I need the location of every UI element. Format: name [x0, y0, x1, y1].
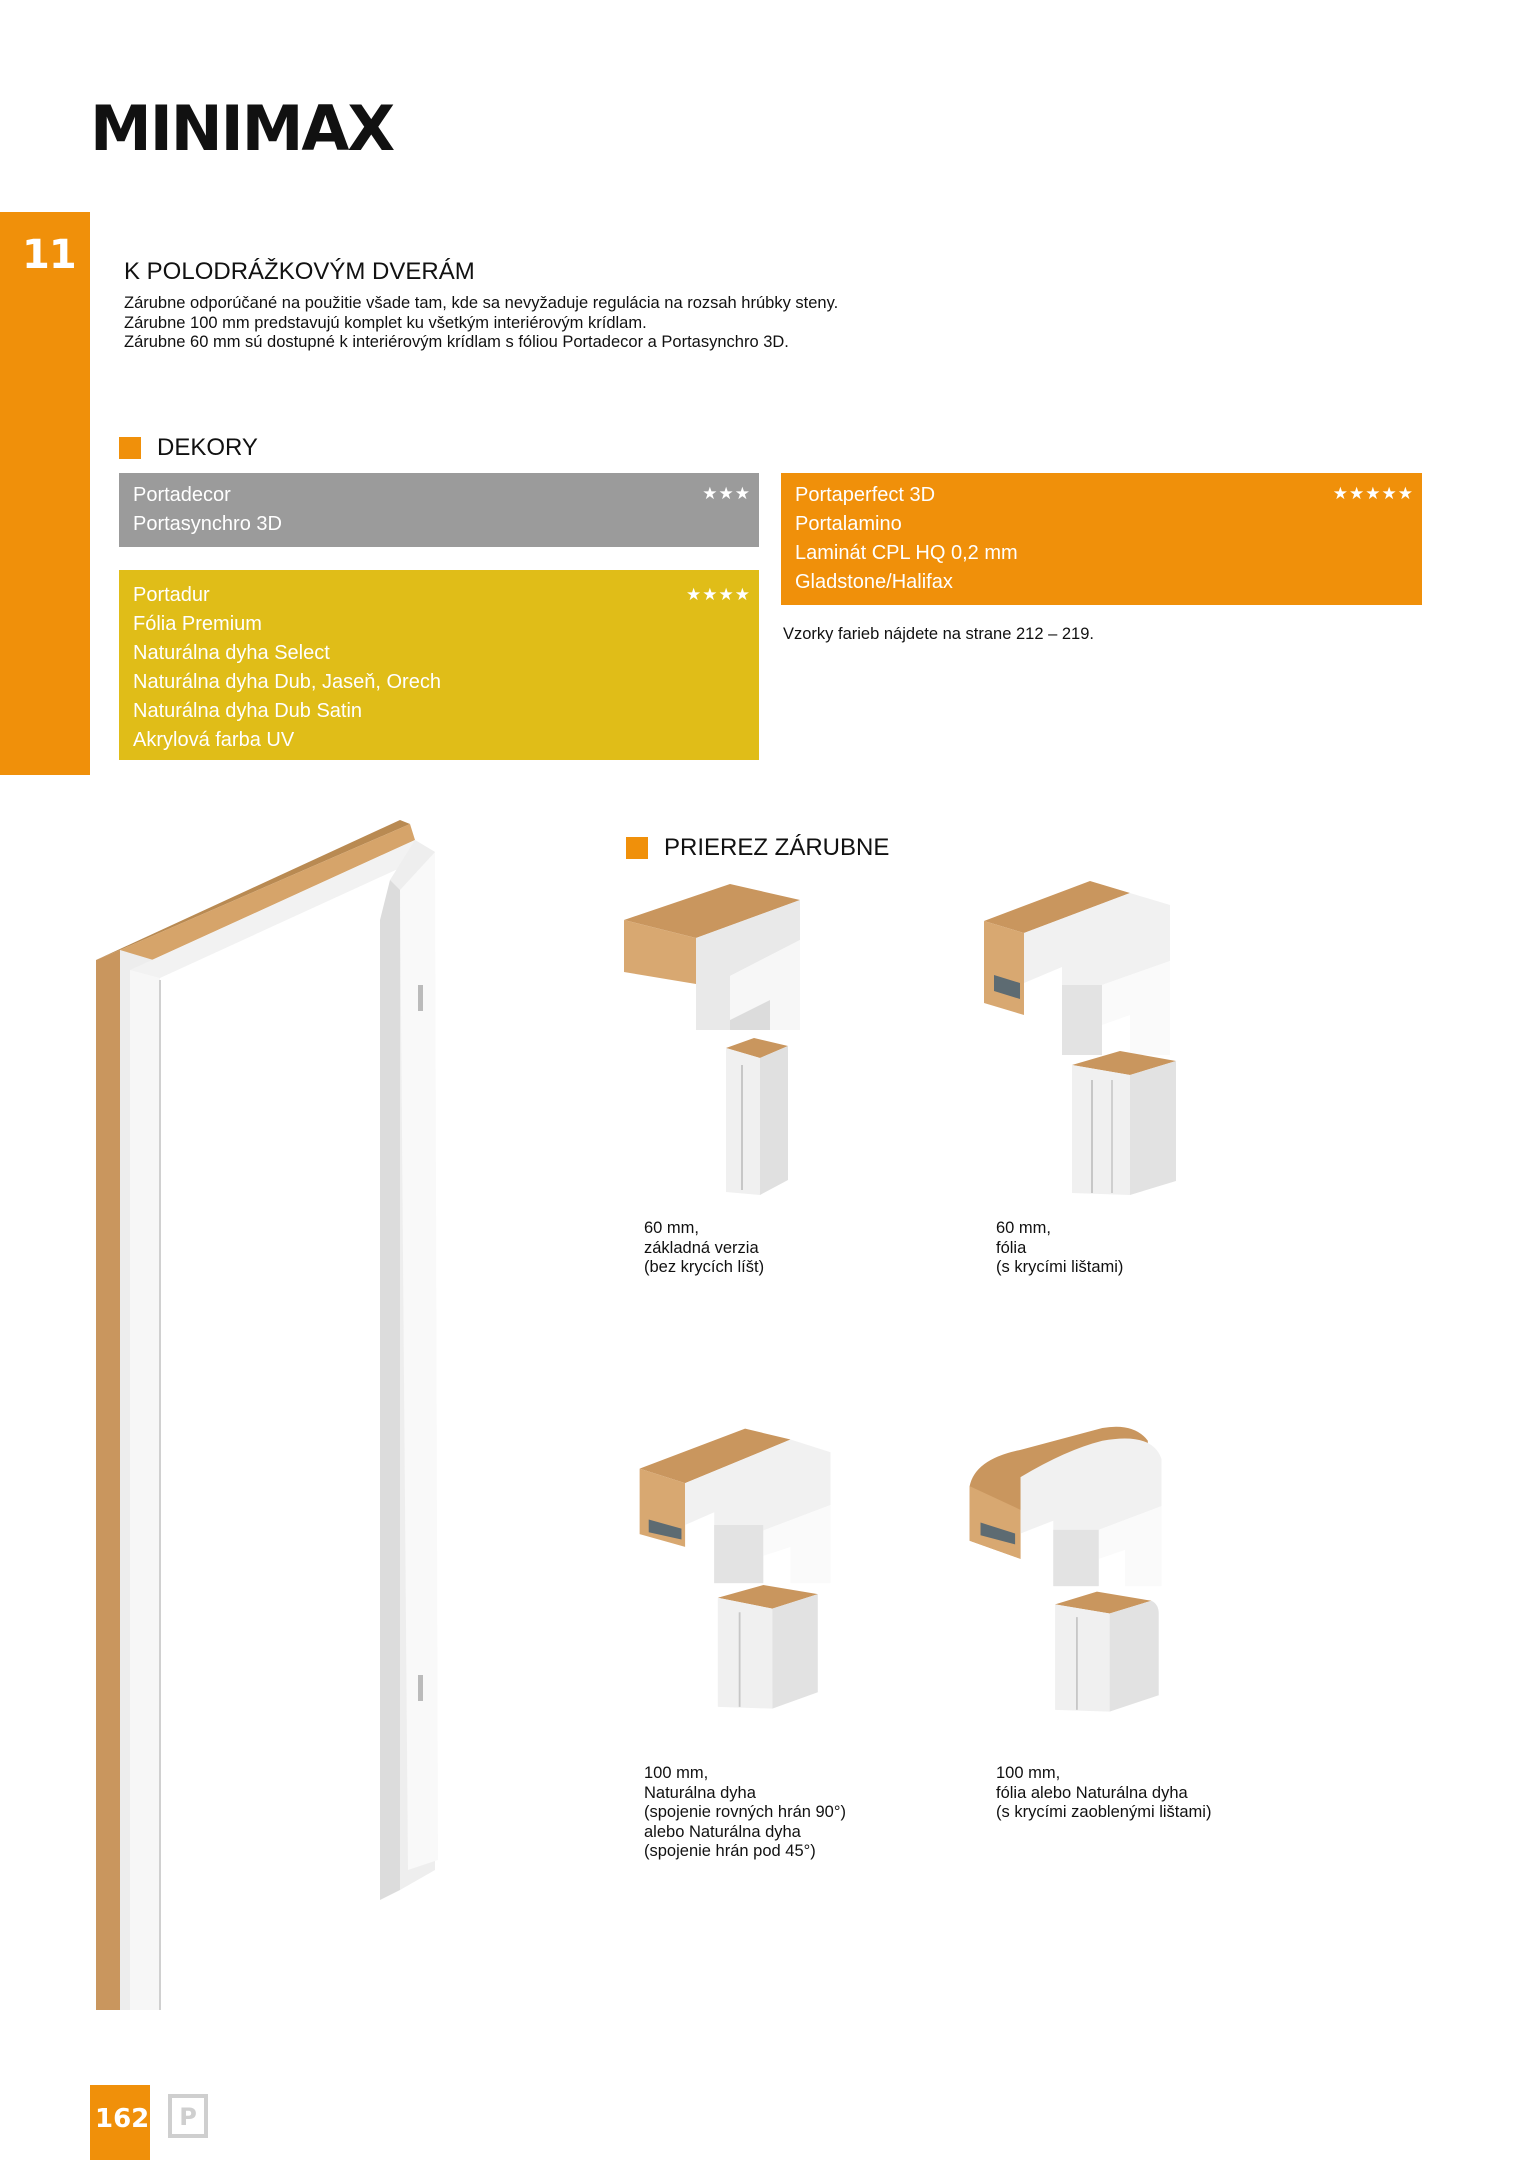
caption-line: (spojenie hrán pod 45°) — [644, 1842, 816, 1860]
rating-stars-icon: ★★★★★ — [1332, 484, 1414, 503]
brand-logo-icon — [168, 2094, 208, 2138]
page-number-box — [90, 2085, 150, 2160]
caption-line: 60 mm, — [996, 1219, 1052, 1237]
profile-caption — [644, 1764, 846, 1862]
caption-line: (s krycími lištami) — [996, 1258, 1124, 1276]
dekory-heading-label: DEKORY — [157, 434, 258, 461]
decor-box-yellow — [119, 570, 759, 760]
frame-profile-60mm-folia — [980, 875, 1180, 1195]
samples-note: Vzorky farieb nájdete na strane 212 – 219. — [783, 625, 1094, 643]
caption-line: základná verzia — [644, 1238, 759, 1257]
intro-line: Zárubne 60 mm sú dostupné k interiérovým krídlam s fóliou Portadecor a Portasynchro 3D. — [124, 333, 789, 351]
chapter-number: 11 — [22, 232, 76, 278]
decor-item: Portasynchro 3D — [133, 513, 282, 535]
section-subtitle: K POLODRÁŽKOVÝM DVERÁM — [124, 258, 475, 285]
decor-item: Naturálna dyha Dub Satin — [133, 700, 363, 722]
caption-line: 100 mm, — [644, 1764, 709, 1782]
page-title: MINIMAX — [90, 92, 394, 165]
decor-box-gray — [119, 473, 759, 547]
prierez-heading-label: PRIEREZ ZÁRUBNE — [664, 834, 890, 861]
decor-item: Portadecor — [133, 484, 231, 506]
intro-text — [124, 294, 1024, 353]
profile-caption — [644, 1219, 764, 1278]
intro-line: Zárubne odporúčané na použitie všade tam, kde sa nevyžaduje regulácia na rozsah hrúbky steny. — [124, 294, 839, 312]
frame-profile-60mm-basic — [620, 880, 820, 1200]
caption-line: alebo Naturálna dyha — [644, 1822, 801, 1841]
decor-item: Laminát CPL HQ 0,2 mm — [795, 542, 1018, 564]
decor-box-orange — [781, 473, 1422, 605]
profile-caption — [996, 1219, 1123, 1278]
rating-stars-icon: ★★★ — [702, 484, 751, 503]
caption-line: (s krycími zaoblenými lištami) — [996, 1803, 1212, 1821]
intro-line: Zárubne 100 mm predstavujú komplet ku všetkým interiérovým krídlam. — [124, 313, 647, 332]
door-frame-illustration — [90, 810, 470, 2010]
caption-line: 100 mm, — [996, 1764, 1061, 1782]
decor-item: Portadur — [133, 584, 210, 606]
decor-item: Naturálna dyha Select — [133, 642, 330, 664]
prierez-heading — [626, 834, 889, 862]
bullet-square-icon — [119, 437, 141, 459]
caption-line: (bez krycích líšt) — [644, 1258, 765, 1276]
caption-line: 60 mm, — [644, 1219, 700, 1237]
decor-item: Portaperfect 3D — [795, 484, 936, 506]
frame-profile-100mm-dyha — [636, 1405, 836, 1725]
caption-line: fólia alebo Naturálna dyha — [996, 1783, 1188, 1802]
bullet-square-icon — [626, 837, 648, 859]
logo-letter: P — [179, 2103, 197, 2131]
decor-item: Gladstone/Halifax — [795, 571, 953, 593]
decor-item: Naturálna dyha Dub, Jaseň, Orech — [133, 671, 441, 693]
caption-line: fólia — [996, 1238, 1027, 1257]
profile-caption — [996, 1764, 1211, 1823]
page-number: 162 — [95, 2104, 150, 2134]
caption-line: (spojenie rovných hrán 90°) — [644, 1803, 846, 1821]
chapter-tab — [0, 212, 90, 775]
rating-stars-icon: ★★★★ — [686, 585, 751, 604]
decor-item: Portalamino — [795, 513, 902, 535]
decor-item: Fólia Premium — [133, 613, 262, 635]
decor-item: Akrylová farba UV — [133, 729, 295, 751]
caption-line: Naturálna dyha — [644, 1783, 756, 1802]
dekory-heading — [119, 434, 258, 462]
frame-profile-100mm-rounded — [966, 1408, 1166, 1728]
